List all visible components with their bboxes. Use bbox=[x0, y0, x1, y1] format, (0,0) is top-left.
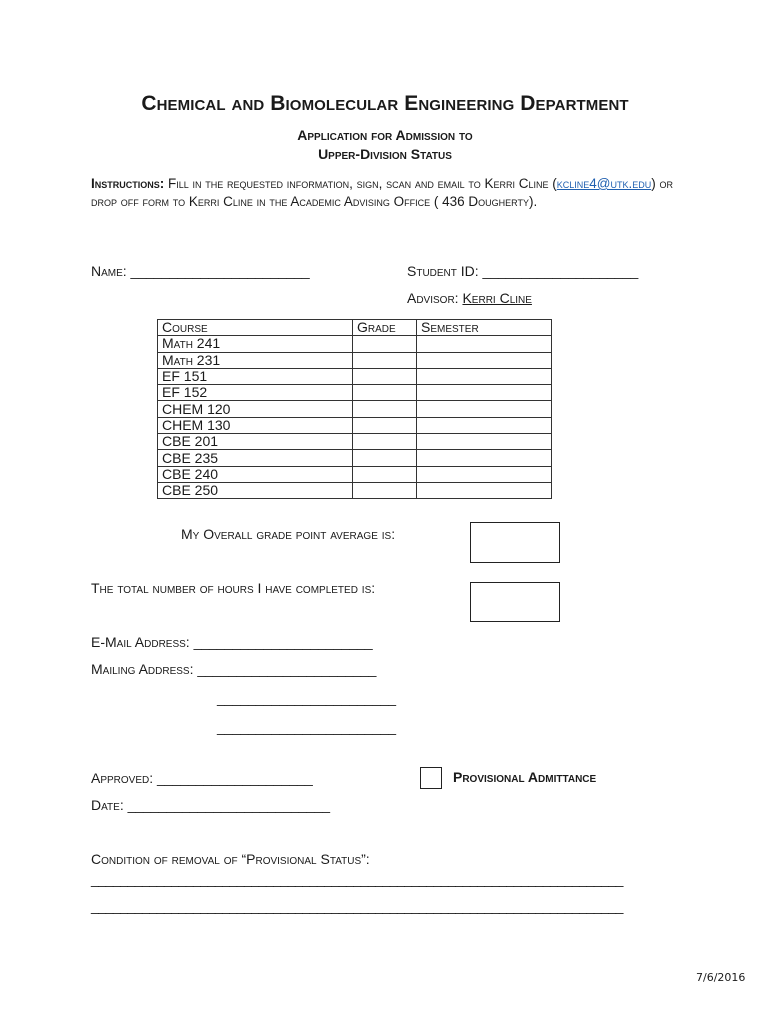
course-cell: CBE 235 bbox=[158, 450, 353, 466]
course-cell: EF 152 bbox=[158, 385, 353, 401]
table-header-row bbox=[158, 320, 552, 336]
semester-cell[interactable] bbox=[417, 368, 552, 384]
grade-cell[interactable] bbox=[353, 482, 417, 498]
email-link[interactable]: kcline4@utk.edu bbox=[556, 176, 652, 191]
grade-cell[interactable] bbox=[353, 417, 417, 433]
table-row bbox=[158, 368, 552, 384]
instructions-lead: Instructions: bbox=[91, 176, 165, 191]
mailing-address-line-2[interactable]: _______________________ bbox=[217, 690, 397, 706]
subtitle-line-1: Application for Admission to bbox=[297, 127, 473, 143]
grade-cell[interactable] bbox=[353, 401, 417, 417]
course-cell: Math 231 bbox=[158, 352, 353, 368]
course-cell: CBE 250 bbox=[158, 482, 353, 498]
name-field[interactable]: Name: _______________________ bbox=[91, 263, 310, 279]
semester-cell[interactable] bbox=[417, 336, 552, 352]
grade-cell[interactable] bbox=[353, 385, 417, 401]
grade-cell[interactable] bbox=[353, 352, 417, 368]
table-row bbox=[158, 417, 552, 433]
column-header-semester: Semester bbox=[417, 320, 552, 336]
gpa-label: My Overall grade point average is: bbox=[181, 526, 396, 542]
provisional-admittance-checkbox[interactable] bbox=[420, 767, 442, 789]
course-cell: CBE 201 bbox=[158, 434, 353, 450]
column-header-course: Course bbox=[158, 320, 353, 336]
gpa-input-box[interactable] bbox=[470, 522, 560, 563]
course-cell: CBE 240 bbox=[158, 466, 353, 482]
grade-cell[interactable] bbox=[353, 434, 417, 450]
course-table bbox=[157, 319, 552, 499]
subtitle-line-2: Upper-Division Status bbox=[318, 146, 452, 162]
table-row bbox=[158, 385, 552, 401]
instructions-text-after: ) or drop off form to Kerri Cline in the Academic Advising Office ( 436 Dougherty). bbox=[91, 176, 673, 209]
course-cell: CHEM 120 bbox=[158, 401, 353, 417]
table-row bbox=[158, 434, 552, 450]
semester-cell[interactable] bbox=[417, 434, 552, 450]
semester-cell[interactable] bbox=[417, 385, 552, 401]
course-cell: CHEM 130 bbox=[158, 417, 353, 433]
instructions-paragraph bbox=[91, 175, 701, 211]
mailing-address-field[interactable]: Mailing Address: _______________________ bbox=[91, 661, 377, 677]
table-row bbox=[158, 336, 552, 352]
semester-cell[interactable] bbox=[417, 352, 552, 368]
mailing-address-line-3[interactable]: _______________________ bbox=[217, 719, 397, 735]
email-address-field[interactable]: E-Mail Address: _______________________ bbox=[91, 634, 373, 650]
hours-input-box[interactable] bbox=[470, 582, 560, 622]
advisor-label: Advisor: bbox=[407, 290, 463, 306]
table-row bbox=[158, 482, 552, 498]
approved-field[interactable]: Approved: ____________________ bbox=[91, 770, 313, 786]
student-id-field[interactable]: Student ID: ____________________ bbox=[407, 263, 639, 279]
instructions-text-before: Fill in the requested information, sign, scan and email to Kerri Cline ( bbox=[164, 176, 557, 191]
date-field[interactable]: Date: __________________________ bbox=[91, 797, 331, 813]
grade-cell[interactable] bbox=[353, 368, 417, 384]
table-row bbox=[158, 450, 552, 466]
condition-line-1[interactable]: _________________________________________________________________________ bbox=[91, 871, 623, 887]
provisional-admittance-label: Provisional Admittance bbox=[453, 769, 597, 785]
grade-cell[interactable] bbox=[353, 450, 417, 466]
table-row bbox=[158, 466, 552, 482]
page-title: Chemical and Biomolecular Engineering Department bbox=[141, 92, 629, 115]
footer-date: 7/6/2016 bbox=[696, 971, 746, 984]
column-header-grade: Grade bbox=[353, 320, 417, 336]
semester-cell[interactable] bbox=[417, 482, 552, 498]
advisor-row bbox=[407, 290, 532, 306]
condition-label: Condition of removal of “Provisional Status”: bbox=[91, 851, 370, 867]
course-cell: EF 151 bbox=[158, 368, 353, 384]
grade-cell[interactable] bbox=[353, 466, 417, 482]
semester-cell[interactable] bbox=[417, 450, 552, 466]
grade-cell[interactable] bbox=[353, 336, 417, 352]
semester-cell[interactable] bbox=[417, 466, 552, 482]
course-cell: Math 241 bbox=[158, 336, 353, 352]
hours-label: The total number of hours I have completed is: bbox=[91, 580, 376, 596]
semester-cell[interactable] bbox=[417, 417, 552, 433]
semester-cell[interactable] bbox=[417, 401, 552, 417]
table-row bbox=[158, 401, 552, 417]
advisor-name: Kerri Cline bbox=[462, 290, 532, 306]
condition-line-2[interactable]: _________________________________________________________________________ bbox=[91, 898, 623, 914]
table-row bbox=[158, 352, 552, 368]
